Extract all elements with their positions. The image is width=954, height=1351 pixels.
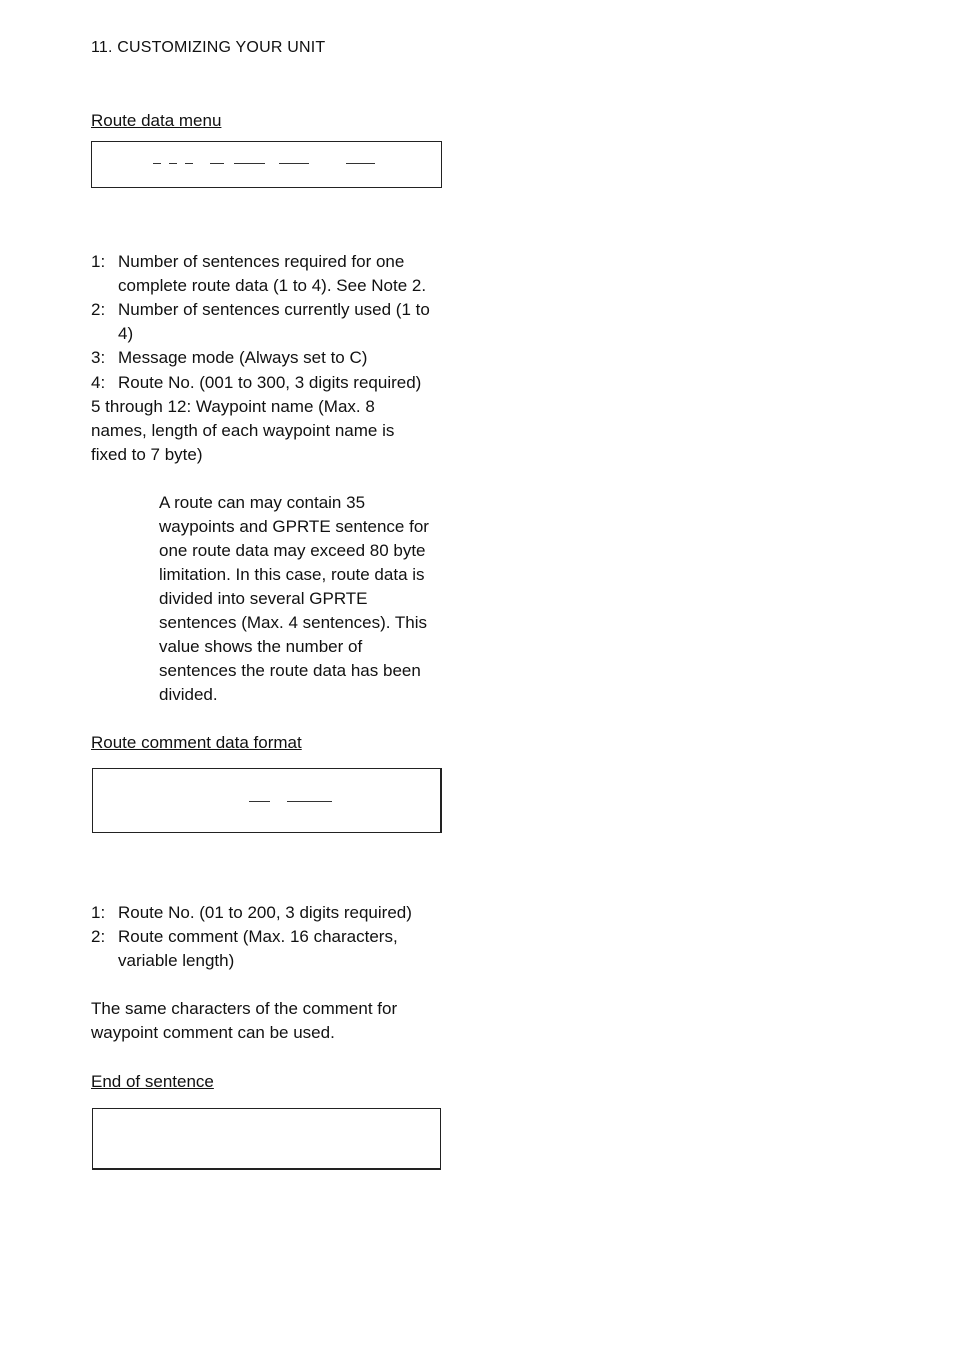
- field-underline: [210, 163, 224, 164]
- route-comment-heading: Route comment data format: [91, 733, 302, 752]
- item-number: 2:: [91, 927, 106, 946]
- field-underline: [287, 801, 332, 802]
- waypoint-name-note: 5 through 12: Waypoint name (Max. 8 names, length of each waypoint name is fixed to 7 byte): [91, 397, 395, 464]
- item-number: 1:: [91, 903, 106, 922]
- route-data-format-box: [91, 141, 442, 188]
- field-underline: [169, 163, 177, 164]
- comment-characters-paragraph: The same characters of the comment for waypoint comment can be used.: [91, 999, 398, 1042]
- item-text: Number of sentences required for one complete route data (1 to 4). See Note 2.: [118, 252, 427, 295]
- item-number: 3:: [91, 348, 106, 367]
- item-text: Route No. (001 to 300, 3 digits required): [118, 373, 422, 392]
- item-number: 2:: [91, 300, 106, 319]
- page-header: 11. CUSTOMIZING YOUR UNIT: [91, 39, 326, 56]
- field-underline: [234, 163, 265, 164]
- item-number: 4:: [91, 373, 106, 392]
- item-text: Route comment (Max. 16 characters, variable length): [118, 927, 398, 970]
- field-underline: [249, 801, 270, 802]
- route-comment-format-box: [92, 768, 442, 833]
- route-data-menu-heading: Route data menu: [91, 111, 222, 130]
- field-underline: [346, 163, 375, 164]
- item-number: 1:: [91, 252, 106, 271]
- field-underline: [153, 163, 161, 164]
- field-underline: [185, 163, 193, 164]
- end-of-sentence-heading: End of sentence: [91, 1072, 214, 1091]
- item-text: Route No. (01 to 200, 3 digits required): [118, 903, 412, 922]
- item-text: Number of sentences currently used (1 to 4): [118, 300, 430, 343]
- field-underline: [279, 163, 309, 164]
- note-2-paragraph: A route can may contain 35 waypoints and GPRTE sentence for one route data may exceed 80 byte limitation. In this case, route data is divided into several GPRTE sentences (Max. 4 sentences). This value shows the number of sentences the route data has been divided.: [159, 493, 429, 704]
- end-of-sentence-box: [92, 1108, 441, 1170]
- item-text: Message mode (Always set to C): [118, 348, 368, 367]
